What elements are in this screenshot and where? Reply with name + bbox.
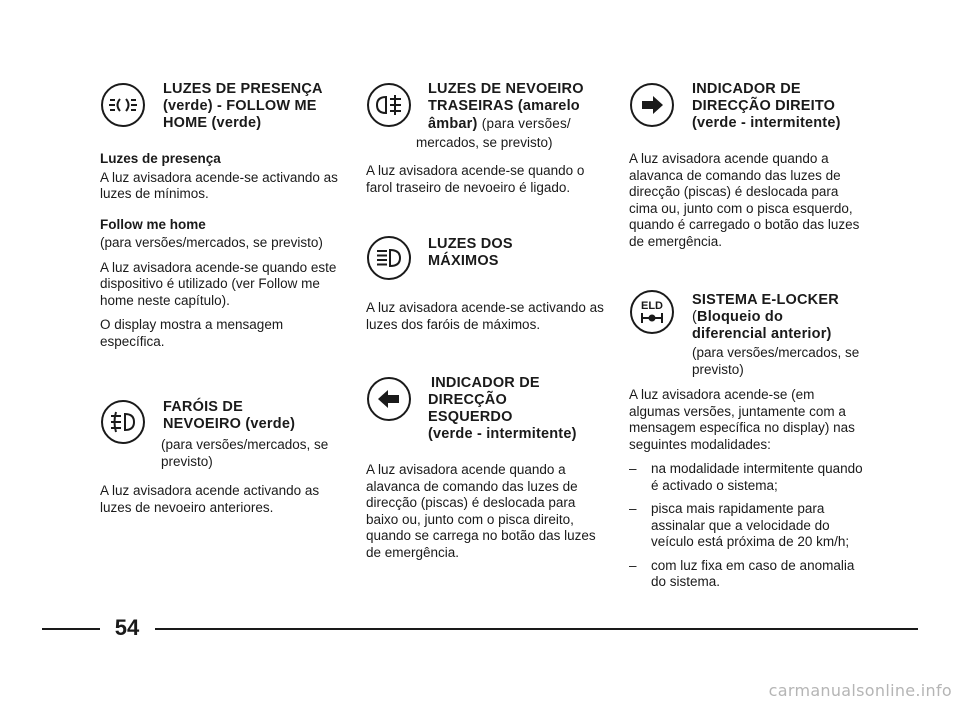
elocker-note: (para versões/mercados, se previsto) xyxy=(692,345,860,377)
position-lights-subtitle: Luzes de presença xyxy=(100,151,221,166)
rear-fog-title-3: âmbar) xyxy=(428,116,478,132)
high-beam-icon xyxy=(367,236,411,280)
left-arrow-icon xyxy=(367,377,411,421)
rear-fog-text: A luz avisadora acende-se quando o farol traseiro de nevoeiro é ligado. xyxy=(366,163,585,195)
right-arrow-icon xyxy=(630,83,674,127)
right-indicator-title-1: INDICADOR DE xyxy=(692,81,801,97)
right-indicator-title-2: DIRECÇÃO DIREITO xyxy=(692,98,836,114)
left-indicator-title-1: INDICADOR DE xyxy=(431,375,540,391)
elocker-title-1: SISTEMA E-LOCKER xyxy=(692,292,839,308)
position-lights-title-1: LUZES DE PRESENÇA xyxy=(163,81,323,97)
elocker-icon-label: ELD xyxy=(641,300,663,312)
footer-rule-right xyxy=(155,628,918,630)
elocker-icon xyxy=(630,290,674,334)
elocker-bullet-1: – na modalidade intermitente quando é activado o sistema; xyxy=(629,461,863,493)
left-indicator-title-2: DIRECÇÃO xyxy=(428,392,507,408)
high-beam-title-1: LUZES DOS xyxy=(428,236,513,252)
high-beam-text: A luz avisadora acende-se activando as luzes dos faróis de máximos. xyxy=(366,300,604,332)
follow-me-home-note: (para versões/mercados, se previsto) xyxy=(100,235,323,250)
position-lights-title-2: (verde) - FOLLOW ME xyxy=(163,98,317,114)
left-indicator-title-3: ESQUERDO xyxy=(428,409,513,425)
elocker-bullet-2: – pisca mais rapidamente para assinalar que a velocidade do veículo está próxima de 20 km/h; xyxy=(629,501,850,549)
rear-fog-light-icon xyxy=(367,83,411,127)
position-lights-icon xyxy=(101,83,145,127)
page-number: 54 xyxy=(114,615,140,640)
elocker-title-3: diferencial anterior) xyxy=(692,326,832,342)
follow-me-home-display-text: O display mostra a mensagem específica. xyxy=(100,317,284,349)
watermark: carmanualsonline.info xyxy=(768,681,952,700)
rear-fog-title-1: LUZES DE NEVOEIRO xyxy=(428,81,584,97)
front-fog-note: (para versões/mercados, se previsto) xyxy=(161,437,329,469)
position-lights-title-3: HOME (verde) xyxy=(163,115,262,131)
position-lights-text: A luz avisadora acende-se activando as luzes de mínimos. xyxy=(100,169,338,201)
follow-me-home-subtitle: Follow me home xyxy=(100,216,206,232)
rear-fog-title-note: (para versões/ xyxy=(481,116,571,131)
follow-me-home-text: A luz avisadora acende-se quando este dispositivo é utilizado (ver Follow me home neste capítulo). xyxy=(100,259,337,308)
elocker-bullet-3: – com luz fixa em caso de anomalia do sistema. xyxy=(629,557,855,589)
front-fog-text: A luz avisadora acende activando as luzes de nevoeiro anteriores. xyxy=(100,483,320,515)
left-indicator-text: A luz avisadora acende quando a alavanca de comando das luzes de direcção (piscas) é deslocada para baixo ou, junto com o pisca direito, quando se carrega no botão das luzes de emergência. xyxy=(366,462,596,560)
high-beam-title-2: MÁXIMOS xyxy=(428,253,499,269)
footer-rule-left xyxy=(42,628,100,630)
right-indicator-title-3: (verde - intermitente) xyxy=(692,115,841,131)
front-fog-title-2: NEVOEIRO (verde) xyxy=(163,416,296,432)
front-fog-title-1: FARÓIS DE xyxy=(163,399,243,415)
elocker-title-2: Bloqueio do xyxy=(697,309,783,325)
left-indicator-title-4: (verde - intermitente) xyxy=(428,426,577,442)
rear-fog-title-2: TRASEIRAS (amarelo xyxy=(428,98,580,114)
elocker-text: A luz avisadora acende-se (em algumas versões, juntamente com a mensagem específica no display) nas seguintes modalidades: xyxy=(629,387,855,452)
right-indicator-text: A luz avisadora acende quando a alavanca de comando das luzes de direcção (piscas) é deslocada para cima ou, junto com o pisca esquerdo, quando é carregado o botão das luzes de emergência. xyxy=(629,151,860,249)
rear-fog-title-note-2: mercados, se previsto) xyxy=(416,135,553,150)
front-fog-light-icon xyxy=(101,400,145,444)
elocker-title-paren: ( xyxy=(692,309,698,325)
